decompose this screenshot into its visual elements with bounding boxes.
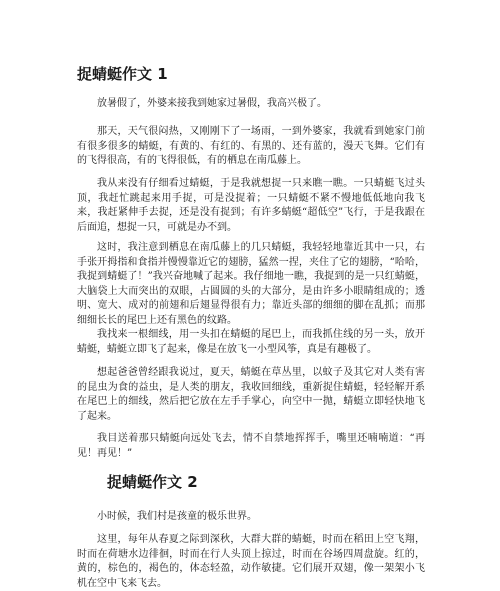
essay-1-paragraph: 我从来没有仔细看过蜻蜓，于是我就想捉一只来瞧一瞧。一只蜻蜓飞过头顶，我赶忙跳起来用手捉，可是没捉着；一只蜻蜓不紧不慢地低低地向我飞来，我赶紧伸手去捉，还是没有捉到；有许多蜻蜓“超低空”飞行，于是我跟在后面追，想捉一只，可就是办不到。 [77,178,425,233]
essay-2-paragraph: 小时候，我们村是孩童的极乐世界。 [97,511,257,522]
essay-1-paragraph: 那天，天气很闷热，又刚刚下了一场雨，一到外婆家，我就看到她家门前有很多很多的蜻蜓，有黄的、有红的、有黑的、还有蓝的，漫天飞舞。它们有的飞得很高，有的飞得很低，有的栖息在南瓜藤上。 [77,126,425,167]
essay-1-title: 捉蜻蜓作文 1 [77,65,168,83]
essay-1-paragraph: 我找来一根细线，用一头扣在蜻蜓的尾巴上，而我抓住线的另一头，放开蜻蜓，蜻蜓立即飞了起来，像是在放飞一小型风筝，真是有趣极了。 [77,329,425,355]
essay-1-paragraph: 这时，我注意到栖息在南瓜藤上的几只蜻蜓，我轻轻地靠近其中一只，右手张开拇指和食指并慢慢靠近它的翅膀，猛然一捏，夹住了它的翅膀，“哈哈，我捉到蜻蜓了！”我兴奋地喊了起来。我仔细地一瞧，我捉到的是一只红蜻蜓，大脑袋上大而突出的双眼，占圆圆的头的大部分，是由许多小眼睛组成的；透明、宽大、成对的前翅和后翅显得很有力；靠近头部的细细的脚在乱抓；而那细细长长的尾巴上还有黑色的纹路。 [77,242,425,326]
essay-2-title: 捉蜻蜓作文 2 [107,473,198,491]
essay-1-paragraph: 放暑假了，外婆来接我到她家过暑假，我高兴极了。 [97,98,327,109]
essay-2-paragraph: 这里，每年从春夏之际到深秋，大群大群的蜻蜓，时而在稻田上空飞翔，时而在荷塘水边徘徊，时而在行人头顶上掠过，时而在谷场四周盘旋。红的，黄的，棕色的，褐色的，体态轻盈，动作敏捷。它们展开双翅，像一架架小飞机在空中飞来飞去。 [77,534,425,589]
essay-1-paragraph: 想起爸爸曾经跟我说过，夏天，蜻蜓在草丛里，以蚊子及其它对人类有害的昆虫为食的益虫，是人类的朋友，我收回细线，重新捉住蜻蜓，轻轻解开系在尾巴上的细线，然后把它放在左手手掌心，向空中一抛，蜻蜓立即轻快地飞了起来。 [77,367,425,422]
essay-1-paragraph: 我目送着那只蜻蜓向远处飞去，情不自禁地挥挥手，嘴里还喃喃道：“再见！再见！” [77,433,425,459]
